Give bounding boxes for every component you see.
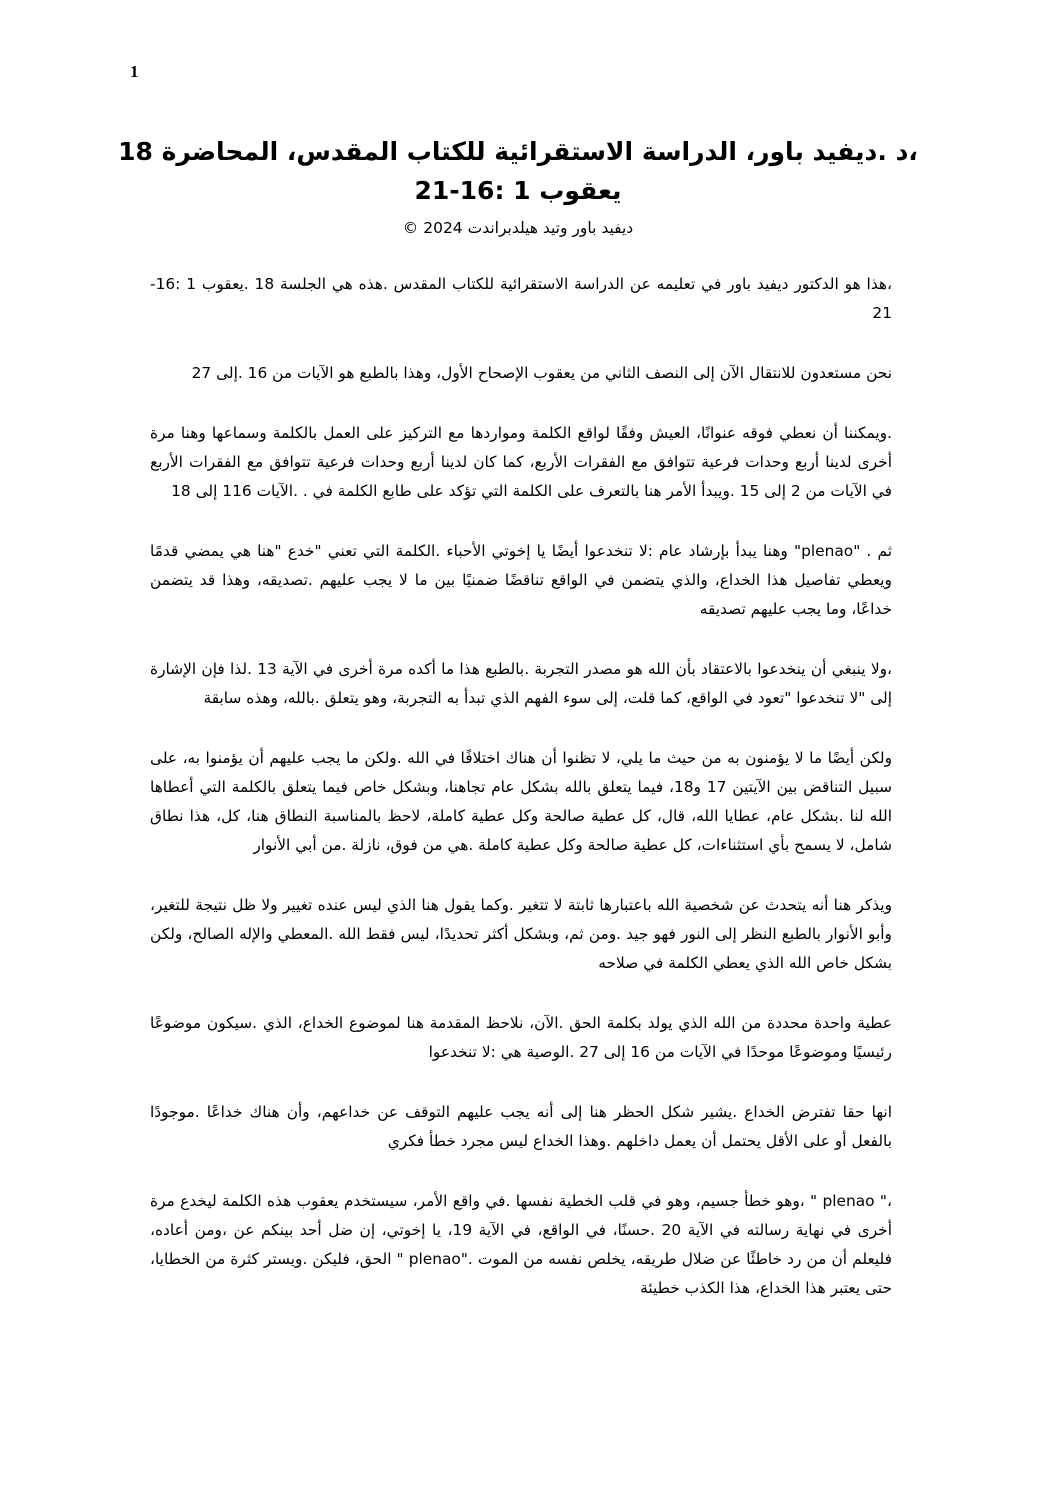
- document-body: [150, 270, 892, 1334]
- paragraph-9: انها حقا تفترض الخداع .يشير شكل الحظر هنا إلى أنه يجب عليهم التوقف عن خداعهم، وأن هناك خداعًا .موجودًا بالفعل أو على الأقل يحتمل أن يعمل داخلهم .وهذا الخداع ليس مجرد خطأ فكري: [150, 1103, 892, 1150]
- page-number: 1: [130, 62, 139, 81]
- paragraph-1: ،هذا هو الدكتور ديفيد باور في تعليمه عن الدراسة الاستقرائية للكتاب المقدس .هذه هي الجلسة 18 .يعقوب 1 :16-21: [150, 275, 892, 322]
- paragraph-7: ويذكر هنا أنه يتحدث عن شخصية الله باعتبارها ثابتة لا تتغير .وكما يقول هنا الذي ليس عنده تغيير ولا ظل نتيجة للتغير، وأبو الأنوار بالطبع النظر إلى النور فهو جيد .ومن ثم، وبشكل أكثر تحديدًا، ليس فقط الله .المعطي والإله الصالح، ولكن بشكل خاص الله الذي يعطي الكلمة في صلاحه: [150, 896, 892, 972]
- title-line-2: يعقوب 1 :16-21: [414, 176, 622, 205]
- paragraph-3: .ويمكننا أن نعطي فوقه عنوانًا، العيش وفقًا لواقع الكلمة ومواردها مع التركيز على العمل بالكلمة وسماعها وهنا مرة أخرى لدينا أربع وحدات فرعية تتوافق مع الفقرات الأربع، كما كان لدينا أربع وحدات فرعية تتوافق مع الفقرات الأربع في الآيات من 2 إلى 15 .ويبدأ الأمر هنا بالتعرف على الكلمة التي تؤكد على طابع الكلمة في . .الآيات 116 إلى 18: [150, 424, 892, 500]
- copyright-line: ديفيد باور وتيد هيلدبراندت 2024 ©: [402, 219, 634, 237]
- paragraph-6: ولكن أيضًا ما لا يؤمنون به من حيث ما يلي، لا تظنوا أن هناك اختلافًا في الله .ولكن ما يجب عليهم أن يؤمنوا به، على سبيل التناقض بين الآيتين 17 و18، فيما يتعلق بالله بشكل عام تجاهنا، وبشكل خاص فيما يتعلق بالكلمة التي أعطاها الله لنا .بشكل عام، عطايا الله، قال، كل عطية صالحة وكل عطية كاملة، لاحظ بالمناسبة النطاق هنا، كل، هذا نطاق شامل، لا يسمح بأي استثناءات، كل عطية صالحة وكل عطية كاملة .هي من فوق، نازلة .من أبي الأنوار: [150, 749, 892, 854]
- paragraph-5: ،ولا ينبغي أن ينخدعوا بالاعتقاد بأن الله هو مصدر التجربة .بالطبع هذا ما أكده مرة أخرى في الآية 13 .لذا فإن الإشارة إلى "لا تنخدعوا "تعود في الواقع، كما قلت، إلى سوء الفهم الذي تبدأ به التجربة، وهو يتعلق .بالله، وهذه سابقة: [150, 660, 892, 707]
- paragraph-2: نحن مستعدون للانتقال الآن إلى النصف الثاني من يعقوب الإصحاح الأول، وهذا بالطبع هو الآيات من 16 .إلى 27: [191, 364, 892, 382]
- paragraph-4: ثم . "plenao" وهنا يبدأ بإرشاد عام :لا تنخدعوا أيضًا يا إخوتي الأحباء .الكلمة التي تعني "خدع "هنا هي يمضي قدمًا ويعطي تفاصيل هذا الخداع، والذي يتضمن في الواقع تناقضًا ضمنيًا بين ما لا يجب عليهم .تصديقه، وهذا قد يتضمن خداعًا، وما يجب عليهم تصديقه: [150, 542, 892, 618]
- title-line-1: ،د .ديفيد باور، الدراسة الاستقرائية للكتاب المقدس، المحاضرة 18: [118, 137, 918, 166]
- paragraph-10: ،" plenao " ،وهو خطأ جسيم، وهو في قلب الخطية نفسها .في واقع الأمر، سيستخدم يعقوب هذه الكلمة ليخدع مرة أخرى في نهاية رسالته في الآية 20 .حسنًا، في الواقع، في الآية 19، يا إخوتي، إن ضل أحد بينكم عن ،ومن أعاده، فليعلم أن من رد خاطئًا عن ضلال طريقه، يخلص نفسه من الموت ."plenao " الحق، فليكن .ويستر كثرة من الخطايا، حتى يعتبر هذا الخداع، هذا الكذب خطيئة: [150, 1192, 892, 1297]
- document-title: [100, 132, 936, 210]
- paragraph-8: عطية واحدة محددة من الله الذي يولد بكلمة الحق .الآن، نلاحظ المقدمة هنا لموضوع الخداع، الذي .سيكون موضوعًا رئيسيًا وموضوعًا موحدًا في الآيات من 16 إلى 27 .الوصية هي :لا تنخدعوا: [150, 1014, 892, 1061]
